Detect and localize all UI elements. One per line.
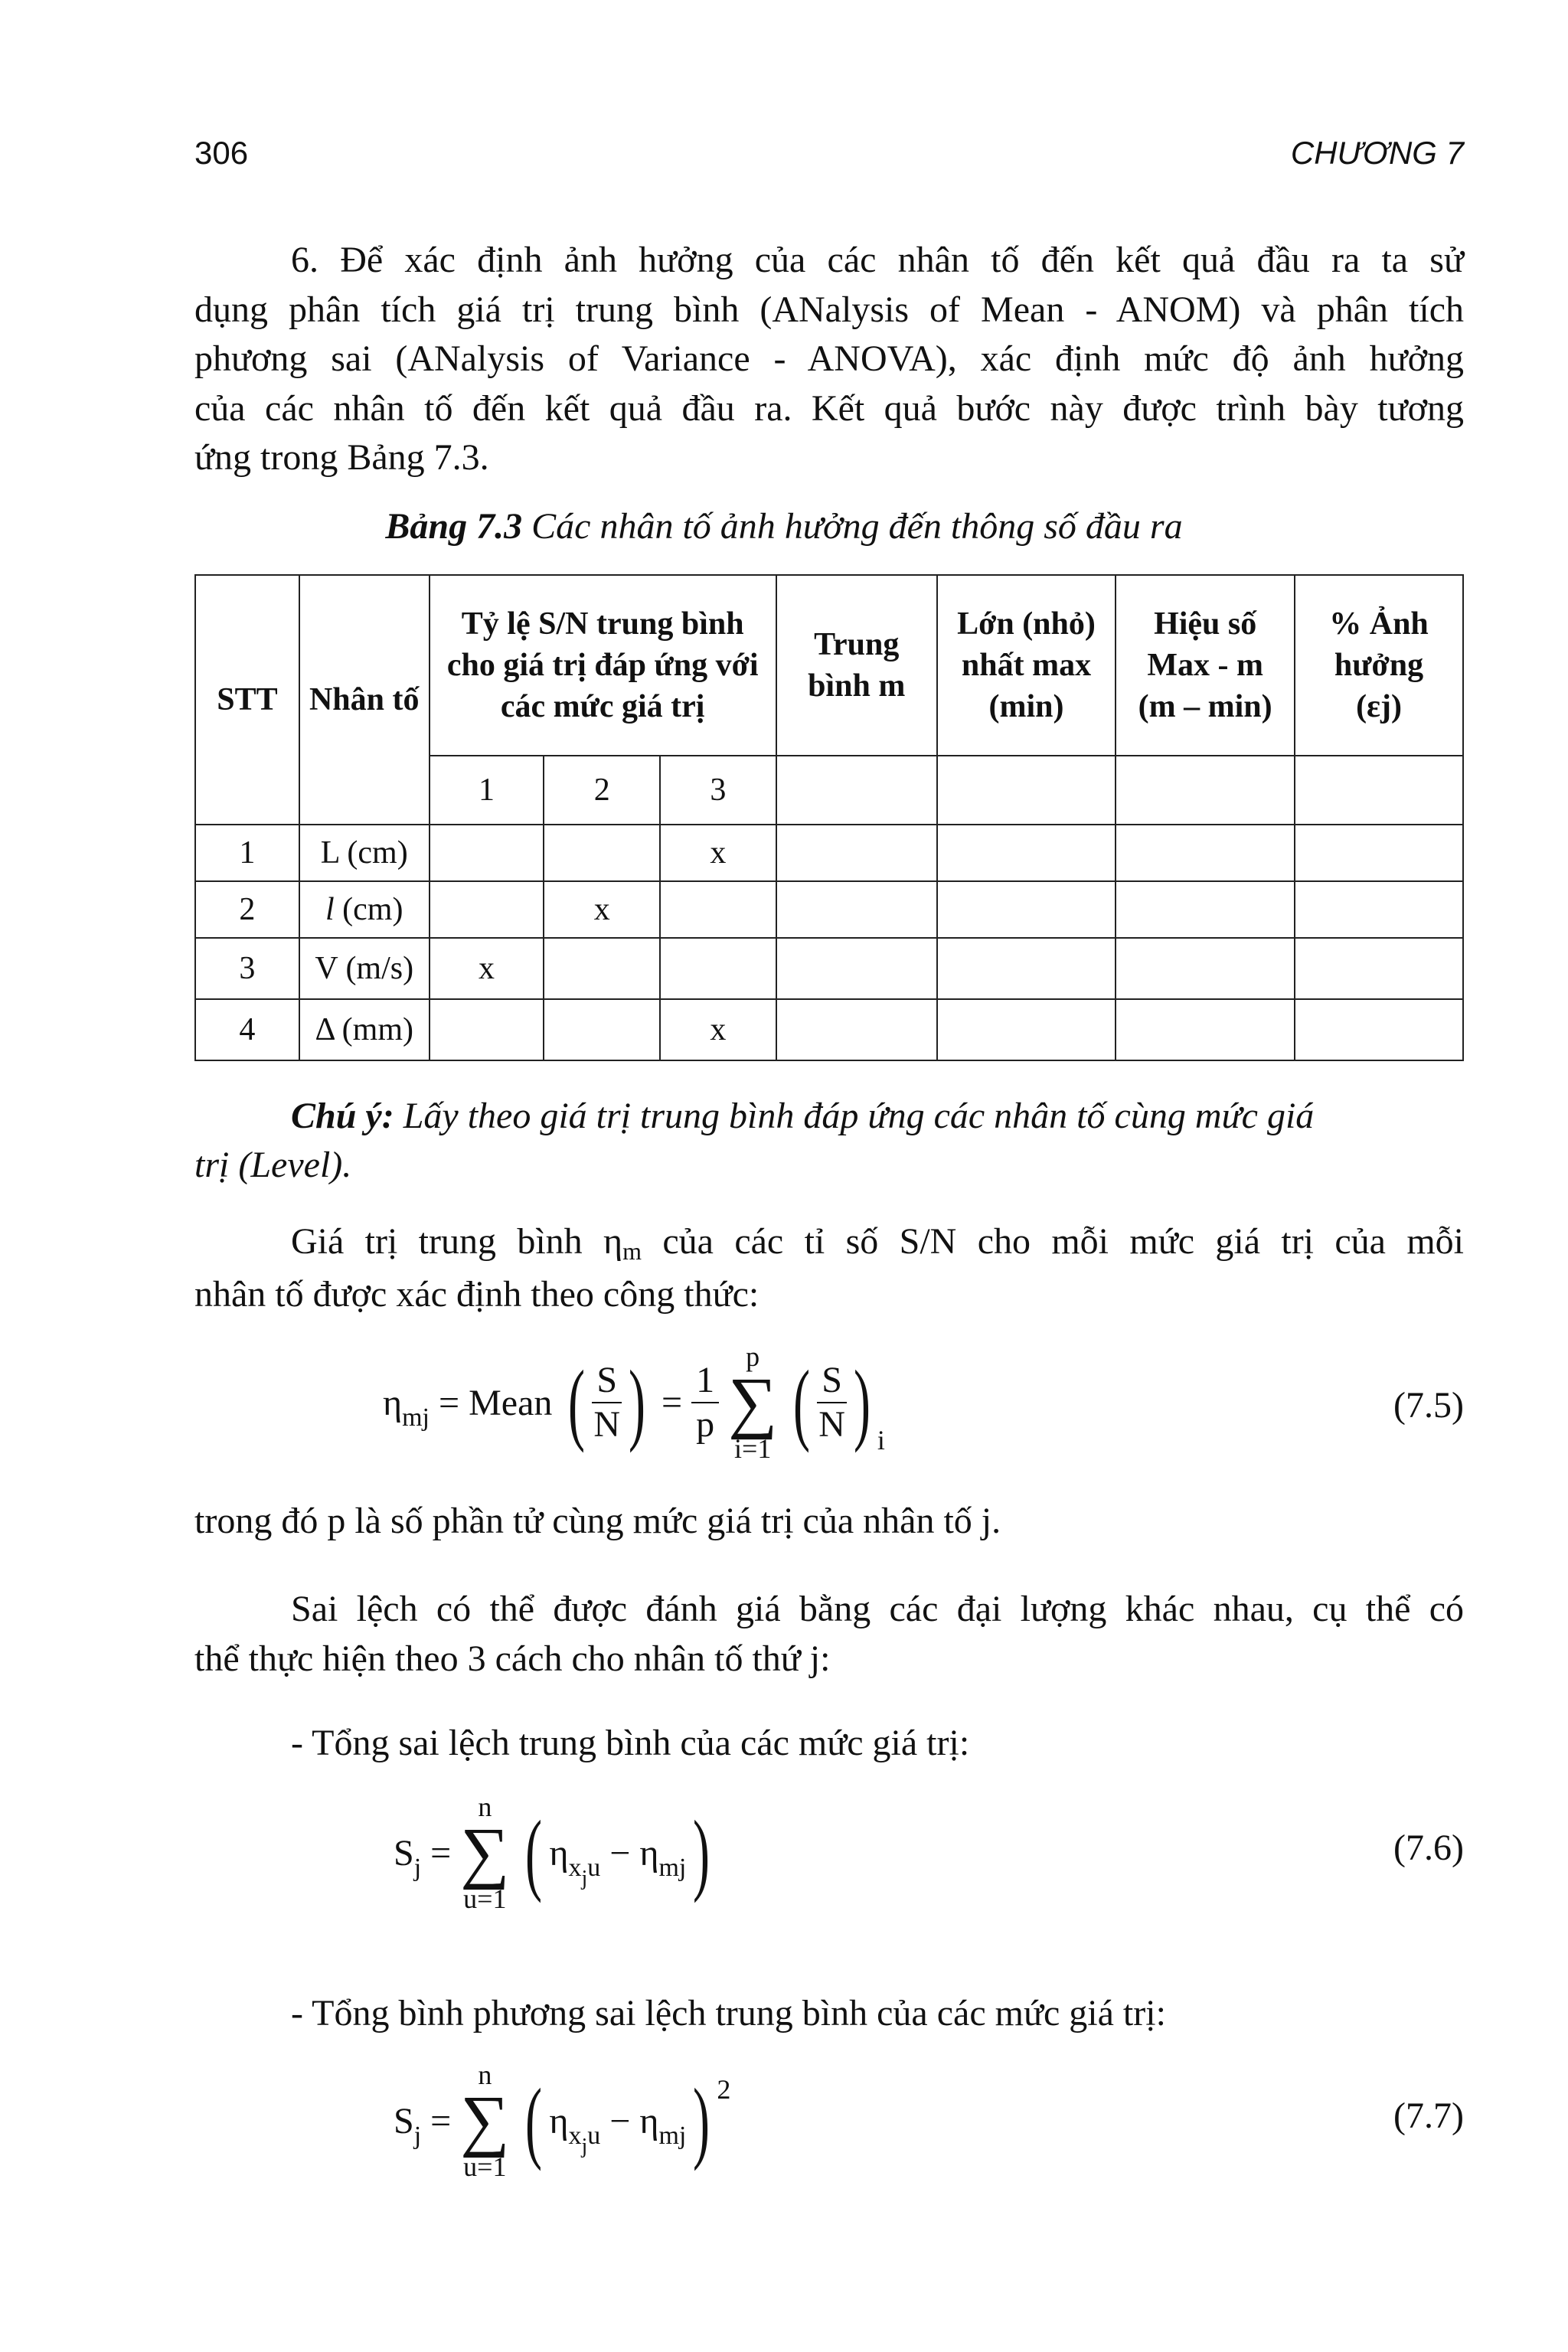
text-line: trong đó p là số phần tử cùng mức giá trị của nhân tố j. bbox=[194, 1501, 1001, 1541]
note-label: Chú ý: bbox=[291, 1096, 394, 1136]
paragraph-where bbox=[194, 1497, 1464, 1547]
level-cell: 3 bbox=[660, 756, 776, 825]
cell-factor: Δ (mm) bbox=[299, 999, 430, 1060]
table-row bbox=[195, 938, 1463, 999]
header-influence: % Ảnh hưởng (εj) bbox=[1295, 575, 1463, 756]
text-line: phương sai (ANalysis of Variance - ANOVA), xác định mức độ ảnh hưởng bbox=[194, 338, 1464, 379]
cell-level: x bbox=[660, 825, 776, 881]
table-header-row bbox=[195, 575, 1463, 756]
cell-level bbox=[544, 999, 660, 1060]
header-diff: Hiệu số Max - m (m – min) bbox=[1116, 575, 1295, 756]
cell-level bbox=[430, 999, 544, 1060]
text-line: Giá trị trung bình ηm của các tỉ số S/N cho mỗi mức giá trị của mỗi bbox=[291, 1221, 1465, 1265]
cell-stt: 1 bbox=[195, 825, 299, 881]
paragraph-deviation bbox=[194, 1585, 1464, 1684]
header-mean: Trung bình m bbox=[776, 575, 937, 756]
cell-level: x bbox=[544, 881, 660, 938]
factors-table bbox=[194, 574, 1464, 1061]
list-item bbox=[194, 1719, 1464, 1769]
paragraph-intro bbox=[194, 236, 1464, 483]
level-cell: 1 bbox=[430, 756, 544, 825]
cell-level bbox=[544, 938, 660, 999]
cell-stt: 3 bbox=[195, 938, 299, 999]
text-line: dụng phân tích giá trị trung bình (ANalysis of Mean - ANOM) và phân tích bbox=[194, 289, 1464, 330]
text-line: của các nhân tố đến kết quả đầu ra. Kết quả bước này được trình bày tương bbox=[194, 387, 1464, 429]
cell-level bbox=[660, 881, 776, 938]
text-line: - Tổng bình phương sai lệch trung bình của các mức giá trị: bbox=[291, 1993, 1166, 2034]
header-max-min: Lớn (nhỏ) nhất max (min) bbox=[937, 575, 1116, 756]
table-caption-label: Bảng 7.3 bbox=[385, 506, 523, 547]
level-cell: 2 bbox=[544, 756, 660, 825]
cell-factor: L (cm) bbox=[299, 825, 430, 881]
cell-level bbox=[660, 938, 776, 999]
cell-level: x bbox=[430, 938, 544, 999]
cell-level bbox=[430, 825, 544, 881]
page-number: 306 bbox=[194, 135, 249, 171]
cell-factor: V (m/s) bbox=[299, 938, 430, 999]
text-line: - Tổng sai lệch trung bình của các mức giá trị: bbox=[291, 1723, 970, 1763]
text-line: ứng trong Bảng 7.3. bbox=[194, 437, 489, 478]
text-line: thể thực hiện theo 3 cách cho nhân tố thứ j: bbox=[194, 1638, 831, 1679]
cell-level bbox=[430, 881, 544, 938]
cell-factor: l (cm) bbox=[299, 881, 430, 938]
note: Chú ý: Lấy theo giá trị trung bình đáp ứng các nhân tố cùng mức giá trị (Level). bbox=[194, 1096, 1315, 1185]
header-factor: Nhân tố bbox=[299, 575, 430, 825]
equation-number: (7.5) bbox=[1393, 1385, 1464, 1426]
paragraph-mean bbox=[194, 1217, 1464, 1319]
cell-level: x bbox=[660, 999, 776, 1060]
list-item bbox=[194, 1989, 1464, 2039]
cell-stt: 2 bbox=[195, 881, 299, 938]
equation-number: (7.7) bbox=[1393, 2096, 1464, 2136]
table-row bbox=[195, 999, 1463, 1060]
summation: n ∑ u=1 bbox=[460, 1792, 510, 1914]
cell-stt: 4 bbox=[195, 999, 299, 1060]
text-line: 6. Để xác định ảnh hưởng của các nhân tố đến kết quả đầu ra ta sử bbox=[291, 240, 1464, 280]
summation: p ∑ i=1 bbox=[728, 1341, 778, 1464]
table-row bbox=[195, 825, 1463, 881]
equation-number: (7.6) bbox=[1393, 1828, 1464, 1868]
table-row bbox=[195, 881, 1463, 938]
text-line: Sai lệch có thể được đánh giá bằng các đại lượng khác nhau, cụ thể có bbox=[291, 1589, 1464, 1629]
table-caption bbox=[0, 505, 1568, 547]
summation: n ∑ u=1 bbox=[460, 2060, 510, 2182]
chapter-title: CHƯƠNG 7 bbox=[1290, 135, 1464, 171]
text-line: nhân tố được xác định theo công thức: bbox=[194, 1273, 760, 1315]
table-caption-text: Các nhân tố ảnh hưởng đến thông số đầu ra bbox=[522, 506, 1183, 547]
header-stt: STT bbox=[195, 575, 299, 825]
header-sn-ratio: Tỷ lệ S/N trung bình cho giá trị đáp ứng với các mức giá trị bbox=[430, 575, 776, 756]
cell-level bbox=[544, 825, 660, 881]
